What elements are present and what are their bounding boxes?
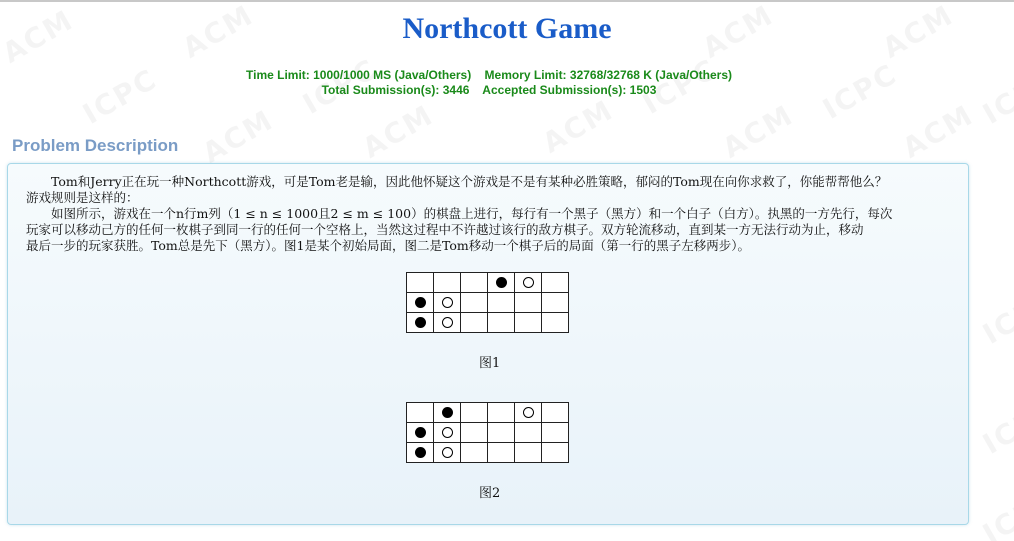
board-cell: [542, 293, 569, 313]
white-piece-icon: [442, 427, 453, 438]
board-cell: [515, 293, 542, 313]
board-cell: [434, 443, 461, 463]
board-row: [407, 443, 569, 463]
board-cell: [515, 443, 542, 463]
top-border: [0, 0, 1014, 2]
board-cell: [542, 313, 569, 333]
board-cell: [488, 403, 515, 423]
limits-line-2: Total Submission(s): 3446 Accepted Submission(s): 1503: [321, 83, 657, 97]
board-cell: [461, 423, 488, 443]
board-cell: [407, 273, 434, 293]
board-row: [407, 273, 569, 293]
black-piece-icon: [442, 407, 453, 418]
black-piece-icon: [496, 277, 507, 288]
white-piece-icon: [523, 407, 534, 418]
board-cell: [407, 403, 434, 423]
board-cell: [488, 313, 515, 333]
black-piece-icon: [415, 427, 426, 438]
black-piece-icon: [415, 297, 426, 308]
black-piece-icon: [415, 447, 426, 458]
board-cell: [461, 403, 488, 423]
board-cell: [461, 313, 488, 333]
board-cell: [434, 273, 461, 293]
section-heading: Problem Description: [12, 136, 179, 155]
board-cell: [542, 403, 569, 423]
board-row: [407, 403, 569, 423]
board-cell: [407, 443, 434, 463]
board-cell: [488, 443, 515, 463]
board-cell: [542, 423, 569, 443]
white-piece-icon: [523, 277, 534, 288]
board-cell: [542, 273, 569, 293]
white-piece-icon: [442, 297, 453, 308]
description-line: 游戏规则是这样的：: [26, 190, 139, 205]
figure-1-board: [406, 272, 569, 333]
problem-title: Northcott Game: [402, 12, 612, 45]
description-line: Tom和Jerry正在玩一种Northcott游戏，可是Tom老是输，因此他怀疑这个游戏是不是有某种必胜策略，郁闷的Tom现在向你求救了，你能帮帮他么？: [26, 174, 888, 189]
figure-1-caption: 图1: [479, 356, 501, 371]
black-piece-icon: [415, 317, 426, 328]
description-line: 最后一步的玩家获胜。Tom总是先下（黑方）。图1是某个初始局面，图二是Tom移动一个棋子后的局面（第一行的黑子左移两步）。: [26, 238, 750, 253]
description-line: 如图所示，游戏在一个n行m列（1 ≤ n ≤ 1000且2 ≤ m ≤ 100）的棋盘上进行，每行有一个黑子（黑方）和一个白子（白方）。执黑的一方先行，每次: [26, 206, 893, 221]
board-cell: [515, 403, 542, 423]
limits-line-1: Time Limit: 1000/1000 MS (Java/Others) Memory Limit: 32768/32768 K (Java/Others): [246, 68, 732, 82]
board-cell: [515, 313, 542, 333]
board-cell: [515, 273, 542, 293]
figure-2-board: [406, 402, 569, 463]
problem-description-panel: [7, 163, 969, 525]
board-cell: [407, 313, 434, 333]
board-cell: [407, 293, 434, 313]
white-piece-icon: [442, 317, 453, 328]
board-cell: [542, 443, 569, 463]
board-cell: [488, 273, 515, 293]
board-row: [407, 293, 569, 313]
figure-2-caption: 图2: [479, 486, 501, 501]
board-row: [407, 423, 569, 443]
board-cell: [461, 273, 488, 293]
board-cell: [434, 423, 461, 443]
board-cell: [434, 313, 461, 333]
board-cell: [515, 423, 542, 443]
board-cell: [407, 423, 434, 443]
board-cell: [434, 403, 461, 423]
board-cell: [461, 293, 488, 313]
white-piece-icon: [442, 447, 453, 458]
description-line: 玩家可以移动己方的任何一枚棋子到同一行的任何一个空格上，当然这过程中不许越过该行的敌方棋子。双方轮流移动，直到某一方无法行动为止，移动: [26, 222, 864, 237]
board-cell: [434, 293, 461, 313]
board-row: [407, 313, 569, 333]
board-cell: [461, 443, 488, 463]
board-cell: [488, 293, 515, 313]
board-cell: [488, 423, 515, 443]
